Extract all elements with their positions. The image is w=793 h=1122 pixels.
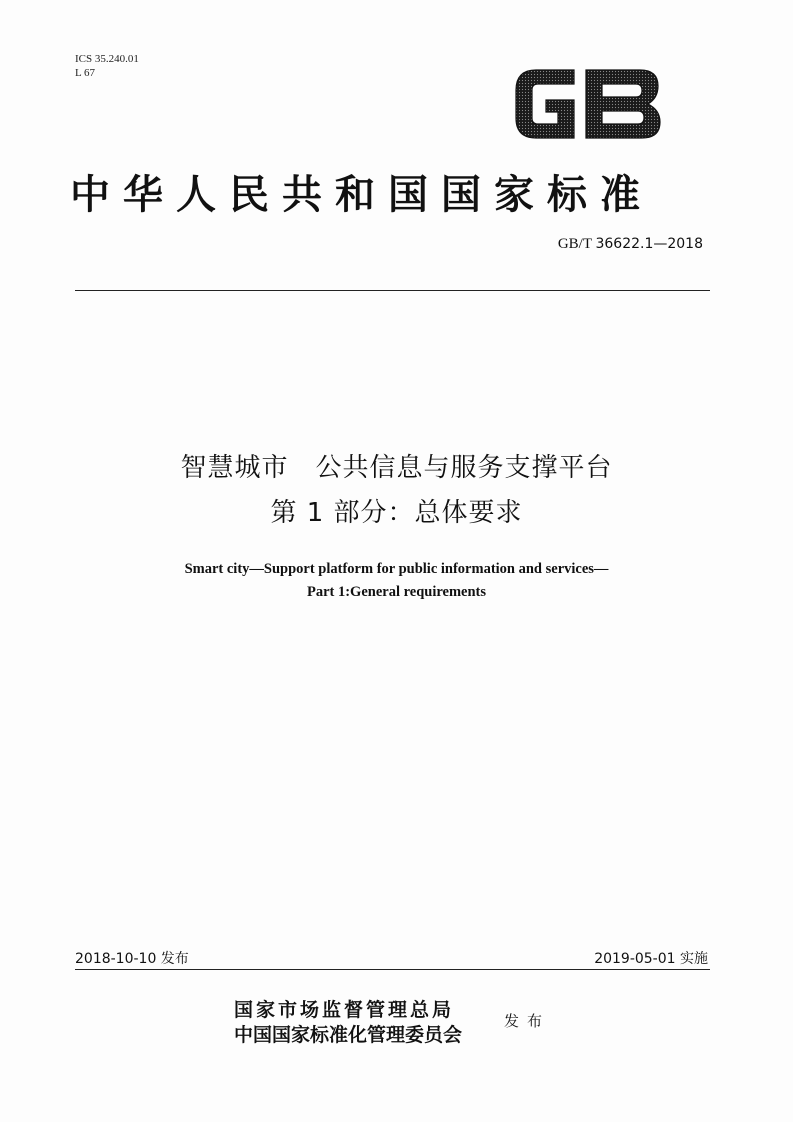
ccs-code: L 67 bbox=[75, 67, 96, 79]
bottom-divider bbox=[75, 969, 710, 970]
issuer-line2: 中国国家标准化管理委员会 bbox=[234, 1024, 463, 1046]
standard-number-value: 36622.1—2018 bbox=[595, 236, 703, 252]
standard-prefix: GB/T bbox=[557, 236, 592, 252]
issuer-line1: 国家市场监督管理总局 bbox=[234, 999, 455, 1021]
publish-label: 发布 bbox=[504, 1012, 551, 1030]
issue-date: 2018-10-10 发布 bbox=[75, 951, 189, 967]
gb-standard-logo bbox=[512, 64, 664, 144]
implementation-date: 2019-05-01 实施 bbox=[594, 951, 708, 967]
title-english-line2: Part 1:General requirements bbox=[306, 584, 487, 600]
title-chinese-line2: 第 1 部分：总体要求 bbox=[270, 498, 523, 528]
standard-type-heading: 中华人民共和国国家标准 bbox=[70, 172, 653, 218]
standard-number bbox=[558, 236, 703, 253]
ics-code: ICS 35.240.01 bbox=[75, 53, 139, 65]
classification-codes bbox=[75, 52, 139, 80]
title-english-line1: Smart city—Support platform for public information and services— bbox=[184, 561, 609, 577]
title-chinese-line1: 智慧城市 公共信息与服务支撑平台 bbox=[180, 453, 613, 483]
top-divider bbox=[75, 290, 710, 291]
